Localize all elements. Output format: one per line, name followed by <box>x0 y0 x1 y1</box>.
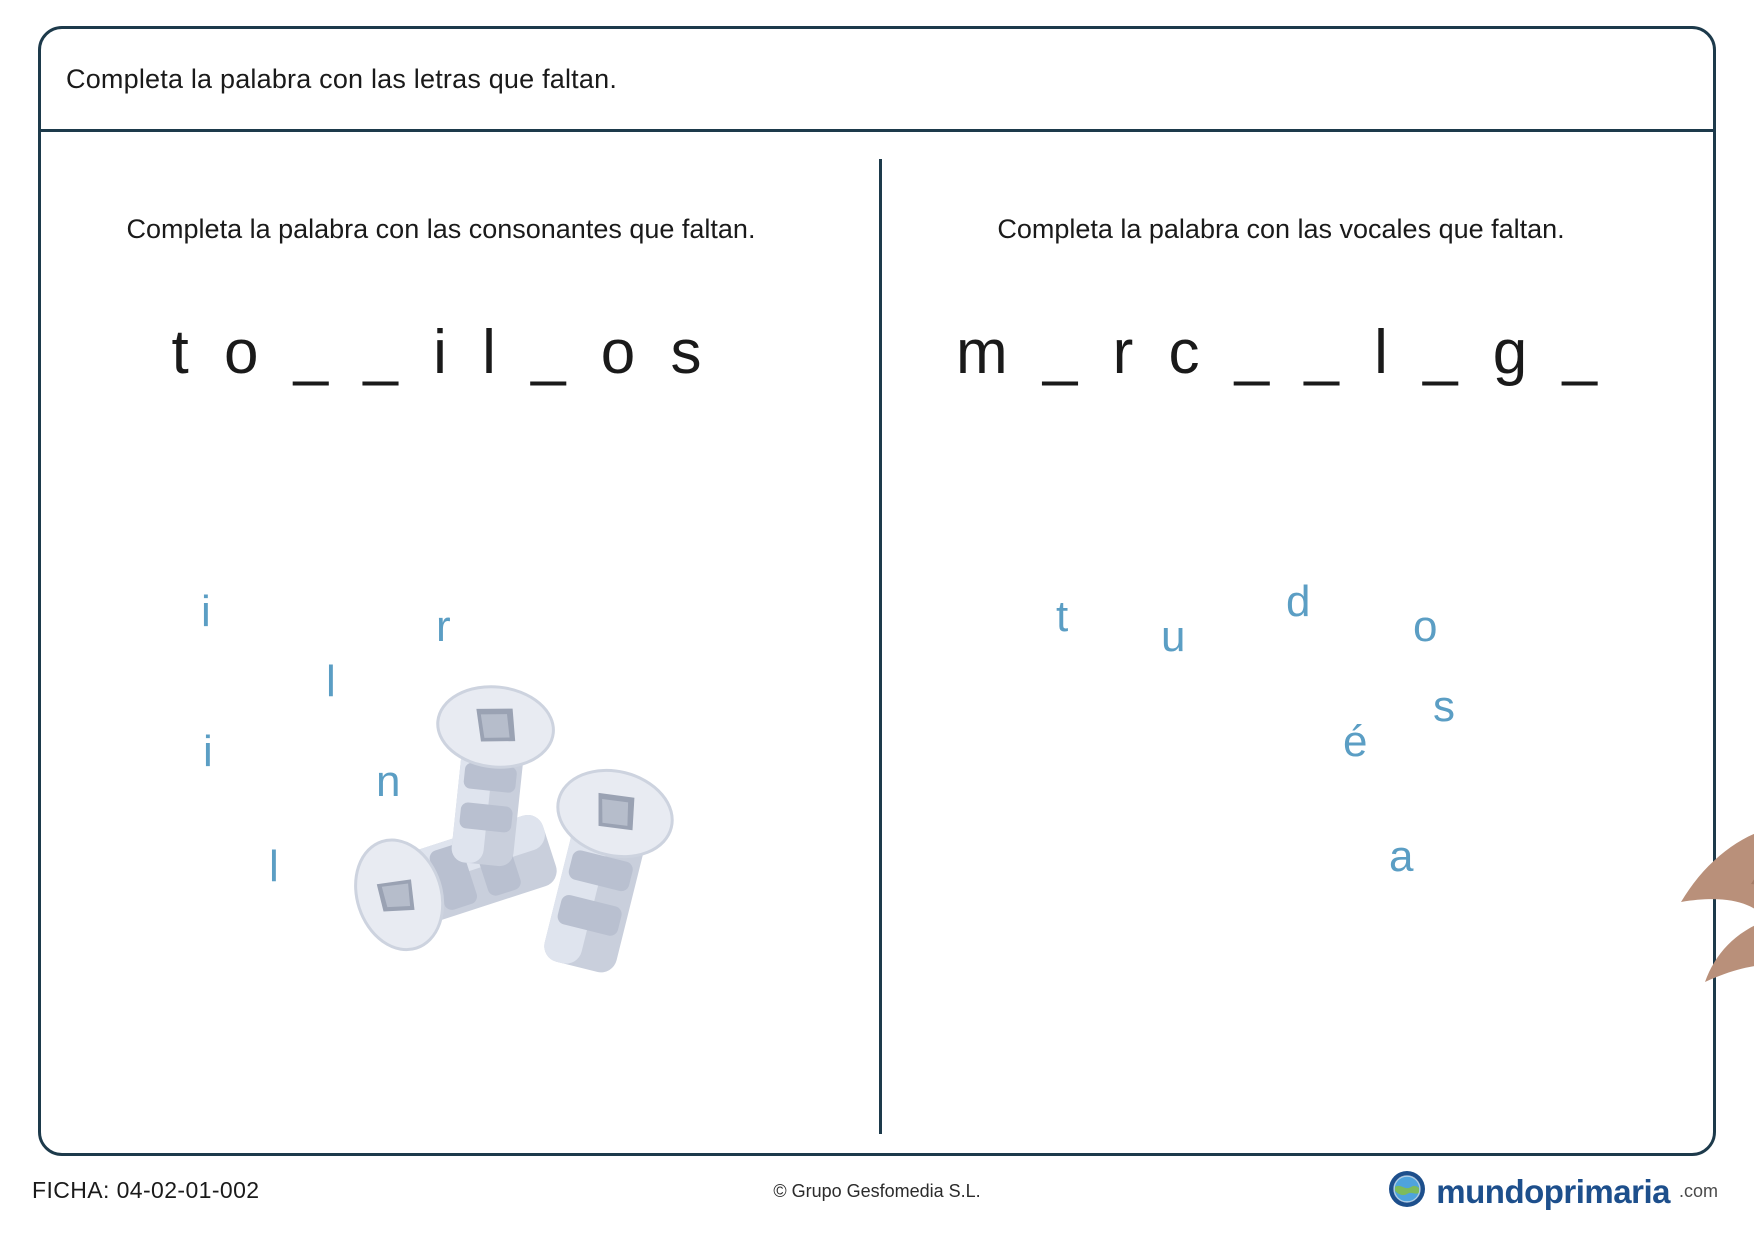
letter-option[interactable]: u <box>1161 612 1186 661</box>
panel-consonants-title: Completa la palabra con las consonantes que faltan. <box>126 214 756 244</box>
letter-option[interactable]: l <box>269 842 279 891</box>
panel-consonants <box>41 132 841 1156</box>
letter-option[interactable]: n <box>376 757 401 806</box>
screws-image <box>286 672 766 1002</box>
worksheet-header <box>41 29 1713 132</box>
ficha-code: FICHA: 04-02-01-002 <box>32 1177 260 1203</box>
letter-option[interactable]: s <box>1433 682 1455 731</box>
panel-vowels <box>881 132 1681 1156</box>
letter-option[interactable]: d <box>1286 577 1311 626</box>
letter-option[interactable]: i <box>203 727 213 776</box>
letter-option[interactable]: a <box>1389 832 1414 881</box>
brand-tld: .com <box>1678 1181 1718 1201</box>
letter-option[interactable]: i <box>201 587 211 636</box>
letter-option[interactable]: r <box>436 602 451 651</box>
globe-icon <box>1387 1169 1427 1214</box>
letter-option[interactable]: t <box>1056 592 1069 641</box>
letter-option[interactable]: l <box>326 657 336 706</box>
panel-vowels-title: Completa la palabra con las vocales que faltan. <box>997 214 1565 244</box>
copyright-text: © Grupo Gesfomedia S.L. <box>773 1181 981 1201</box>
panel-consonants-word: t o _ _ i l _ o s <box>171 318 711 387</box>
panel-vowels-word: m _ r c _ _ l _ g _ <box>956 318 1606 387</box>
letter-option[interactable]: é <box>1343 717 1368 766</box>
main-instruction: Completa la palabra con las letras que faltan. <box>66 64 618 94</box>
brand-name: mundoprimaria <box>1436 1172 1670 1210</box>
panel-vowels-letter-bank <box>881 432 1681 881</box>
worksheet-card <box>38 26 1716 1156</box>
worksheet-footer <box>0 1165 1754 1225</box>
bat-image <box>1671 602 1754 1082</box>
letter-option[interactable]: o <box>1413 602 1438 651</box>
brand-logo[interactable] <box>1387 1169 1718 1214</box>
